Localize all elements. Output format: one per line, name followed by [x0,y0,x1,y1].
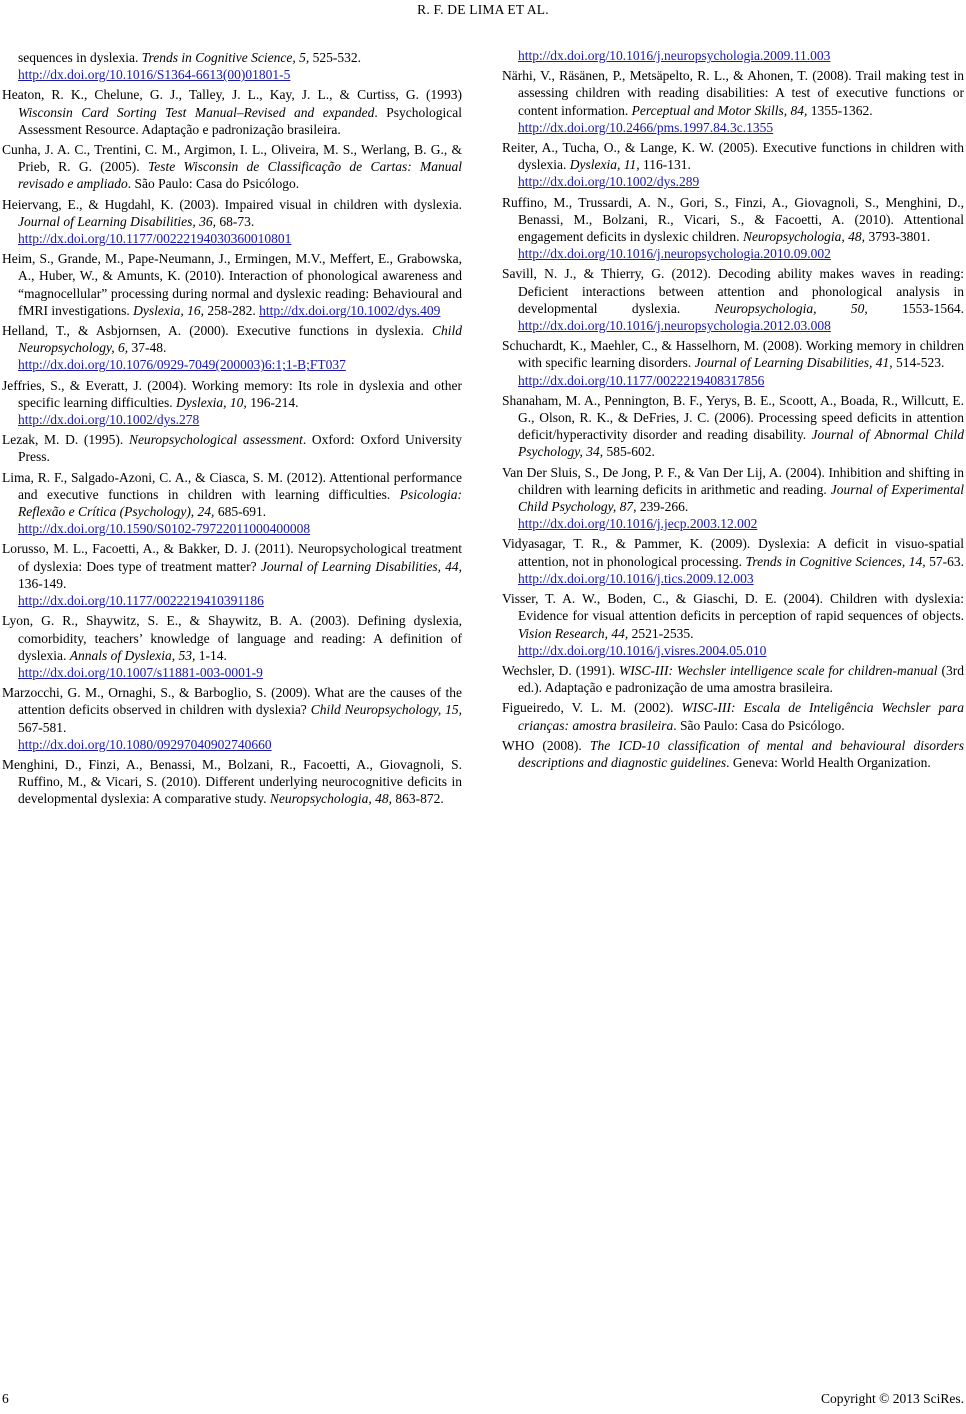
doi-link[interactable]: http://dx.doi.org/10.1080/09297040902740660 [18,736,272,752]
references-left-column [2,49,462,811]
reference-pages: . Geneva: World Health Organization. [726,754,931,770]
reference-text: Heim, S., Grande, M., Pape-Neumann, J., Ermingen, M.V., Meffert, E., Grabowska, A., Huber, W., & Amunts, K. (2010). Interaction of phonological awareness and “magnocellular” processing during normal and dyslexic reading: Behavioural and fMRI investigations. [2,251,462,318]
reference-text: Cunha, J. A. C., Trentini, C. M., Argimon, I. L., Oliveira, M. S., Werlang, B. G., & Prieb, R. G. (2005). [2,142,462,175]
reference-source-title: Dyslexia, 10, [175,394,247,410]
reference-entry [502,590,964,659]
reference-entry [2,49,462,83]
reference-text: Shanaham, M. A., Pennington, B. F., Yerys, B. E., Scoott, A., Boada, R., Willcutt, E. G., Olson, R. K., & DeFries, J. C. (2006). Processing speed deficits in attention deficit/hyperactivity disorder and reading disability. [502,392,964,443]
reference-source-title: Journal of Learning Disabilities, 41, [694,355,893,371]
reference-pages: 3793-3801. [865,229,931,245]
reference-source-title: Vision Research, 44, [518,625,629,641]
reference-pages: 239-266. [636,499,689,515]
doi-link[interactable]: http://dx.doi.org/10.1016/j.neuropsychologia.2009.11.003 [518,48,831,63]
reference-text: Van Der Sluis, S., De Jong, P. F., & Van Der Lij, A. (2004). Inhibition and shifting in children with learning deficits in arithmetic and reading. [502,464,964,497]
reference-entry [502,392,964,461]
reference-entry [502,737,964,771]
reference-text: Reiter, A., Tucha, O., & Lange, K. W. (2005). Executive functions in children with dyslexia. [502,140,964,173]
reference-entry [502,139,964,191]
reference-pages: 1355-1362. [807,102,873,118]
reference-entry [2,612,462,681]
reference-pages: 116-131. [639,157,691,173]
reference-pages: 136-149. [18,575,67,591]
reference-pages: 567-581. [18,719,67,735]
doi-link[interactable]: http://dx.doi.org/10.1002/dys.289 [518,174,700,190]
reference-source-title: Dyslexia, 11, [569,157,640,173]
reference-pages: . São Paulo: Casa do Psicólogo. [127,176,300,192]
reference-source-title: Journal of Learning Disabilities, 44, [260,558,462,574]
doi-link[interactable]: http://dx.doi.org/10.1177/00222194030360010801 [18,231,292,247]
reference-source-title: Dyslexia, 16, [133,302,204,318]
reference-text: Heiervang, E., & Hugdahl, K. (2003). Impaired visual in children with dyslexia. [2,196,462,212]
reference-source-title: WISC-III: Wechsler intelligence scale for children-manual [619,662,938,678]
reference-source-title: Neuropsychological assessment [128,432,303,448]
reference-source-title: Journal of Learning Disabilities, 36, [18,213,217,229]
reference-pages: 585-602. [603,444,655,460]
reference-pages: 57-63. [925,553,964,569]
doi-link[interactable]: http://dx.doi.org/10.1002/dys.278 [18,412,200,428]
reference-pages: . Psychological Assessment Resource. Adaptação e padronização brasileira. [18,104,462,137]
reference-entry [2,377,462,429]
reference-source-title: Trends in Cognitive Science, 5, [141,50,310,65]
doi-link[interactable]: http://dx.doi.org/10.1016/j.neuropsychologia.2010.09.002 [518,246,831,262]
reference-pages: . Oxford: Oxford University Press. [18,432,462,465]
reference-entry [2,540,462,609]
doi-link[interactable]: http://dx.doi.org/10.1177/0022219408317856 [518,372,765,388]
reference-text: Figueiredo, V. L. M. (2002). [502,700,682,716]
reference-source-title: Neuropsychologia, 48, [269,791,392,807]
page-number: 6 [2,1391,9,1406]
reference-entry [502,265,964,334]
reference-source-title: Neuropsychologia, 48, [742,229,866,245]
reference-entry [2,141,462,193]
reference-pages: . São Paulo: Casa do Psicólogo. [673,717,845,733]
copyright-notice: Copyright © 2013 SciRes. [820,1391,964,1406]
reference-entry [502,535,964,587]
reference-source-title: Neuropsychologia, 50, [714,300,868,316]
reference-text: Lyon, G. R., Shaywitz, S. E., & Shaywitz, B. A. (2003). Defining dyslexia, comorbidity, teachers’ knowledge of language and reading: A definition of dyslexia. [2,613,462,663]
reference-source-title: Psicologia: Reflexão e Crítica (Psychology), 24, [18,486,462,520]
reference-pages: 68-73. [216,213,255,229]
reference-source-title: Journal of Abnormal Child Psychology, 34, [518,427,964,460]
reference-pages: 258-282. [203,302,260,318]
reference-text: Schuchardt, K., Maehler, C., & Hasselhorn, M. (2008). Working memory in children with specific learning disorders. [502,338,964,371]
reference-source-title: Child Neuropsychology, 6, [18,323,462,356]
reference-pages: 1-14. [195,647,227,663]
reference-text: Heaton, R. K., Chelune, G. J., Talley, J. L., Kay, J. L., & Curtiss, G. (1993) [2,87,462,103]
reference-source-title: Teste Wisconsin de Classificação de Cartas: Manual revisado e ampliado [18,159,462,192]
reference-entry [2,86,462,138]
doi-link[interactable]: http://dx.doi.org/10.1590/S0102-79722011000400008 [18,521,311,537]
doi-link[interactable]: http://dx.doi.org/10.2466/pms.1997.84.3c.1355 [518,119,774,135]
reference-entry [2,431,462,465]
reference-source-title: The ICD-10 classification of mental and behavioural disorders descriptions and diagnostic guidelines [518,737,965,770]
doi-link[interactable]: http://dx.doi.org/10.1016/S1364-6613(00)01801-5 [18,67,291,83]
reference-text: Lorusso, M. L., Facoetti, A., & Bakker, D. J. (2011). Neuropsychological treatment of dyslexia: Does type of treatment matter? [2,541,462,574]
doi-link[interactable]: http://dx.doi.org/10.1007/s11881-003-0001-9 [18,664,263,680]
doi-link[interactable]: http://dx.doi.org/10.1076/0929-7049(200003)6:1;1-B;FT037 [18,357,346,373]
reference-pages: 514-523. [892,355,945,371]
reference-text: Vidyasagar, T. R., & Pammer, K. (2009). Dyslexia: A deficit in visuo-spatial attention, not in phonological processing. [502,536,964,569]
reference-entry [502,67,964,136]
reference-pages: 525-532. [309,50,361,65]
reference-text: Marzocchi, G. M., Ornaghi, S., & Barboglio, S. (2009). What are the causes of the attention deficits observed in children with dyslexia? [2,685,462,718]
reference-entry [502,464,964,533]
reference-text: Jeffries, S., & Everatt, J. (2004). Working memory: Its role in dyslexia and other specific learning difficulties. [2,377,462,410]
reference-text: sequences in dyslexia. [18,50,142,65]
reference-pages: 196-214. [246,394,299,410]
reference-pages: 685-691. [214,504,267,520]
reference-text: Visser, T. A. W., Boden, C., & Giaschi, D. E. (2004). Children with dyslexia: Evidence for visual attention deficits in perception of rapid sequences of objects. [502,591,964,624]
running-head: R. F. DE LIMA ET AL. [417,2,549,17]
reference-source-title: Perceptual and Motor Skills, 84, [631,102,808,118]
reference-text: Lezak, M. D. (1995). [2,432,129,448]
doi-link[interactable]: http://dx.doi.org/10.1002/dys.409 [259,302,441,318]
reference-entry [502,662,964,696]
reference-source-title: Child Neuropsychology, 15, [310,702,462,718]
reference-text: Helland, T., & Asbjornsen, A. (2000). Executive functions in dyslexia. [2,323,432,339]
reference-entry [2,756,462,808]
doi-link[interactable]: http://dx.doi.org/10.1016/j.neuropsychologia.2012.03.008 [518,318,831,334]
reference-pages: 2521-2535. [628,625,694,641]
reference-pages: 37-48. [128,340,167,356]
reference-text: WHO (2008). [502,737,590,753]
reference-entry [2,684,462,753]
reference-entry [2,250,462,319]
reference-source-title: Trends in Cognitive Sciences, 14, [745,553,926,569]
doi-link[interactable]: http://dx.doi.org/10.1016/j.jecp.2003.12.002 [518,516,758,532]
references-right-column [502,47,964,774]
reference-source-title: WISC-III: Escala de Inteligência Wechsler para crianças: amostra brasileira [518,700,964,733]
reference-text: Wechsler, D. (1991). [502,662,619,678]
reference-source-title: Annals of Dyslexia, 53, [69,647,196,663]
reference-pages: 1553-1564. [867,300,964,316]
reference-source-title: Journal of Experimental Child Psychology, 87, [518,481,964,515]
doi-link[interactable]: http://dx.doi.org/10.1016/j.visres.2004.05.010 [518,642,767,658]
reference-entry [502,47,964,64]
reference-entry [502,194,964,263]
reference-pages: (3rd ed.). Adaptação e padronização de uma amostra brasileira. [518,662,964,696]
reference-entry [502,337,964,389]
reference-text: Lima, R. F., Salgado-Azoni, C. A., & Ciasca, S. M. (2012). Attentional performance and executive functions in children with learning difficulties. [2,469,462,502]
reference-text: Savill, N. J., & Thierry, G. (2012). Decoding ability makes waves in reading: Deficient interactions between attention and phonological analysis in developmental dyslexia. [502,266,964,316]
reference-entry [2,322,462,374]
reference-text: Närhi, V., Räsänen, P., Metsäpelto, R. L., & Ahonen, T. (2008). Trail making test in assessing children with reading disabilities: A test of executive functions or content information. [502,68,964,118]
reference-text: Ruffino, M., Trussardi, A. N., Gori, S., Finzi, A., Giovagnoli, S., Menghini, D., Benassi, M., Bolzani, R., Vicari, S., & Facoetti, A. (2010). Attentional engagement deficits in dyslexic children. [502,194,964,245]
doi-link[interactable]: http://dx.doi.org/10.1177/0022219410391186 [18,593,264,609]
reference-entry [2,469,462,538]
reference-pages: 863-872. [391,791,444,807]
reference-entry [502,699,964,733]
reference-text: Menghini, D., Finzi, A., Benassi, M., Bolzani, R., Facoetti, A., Giovagnoli, S. Ruffino, M., & Vicari, S. (2010). Different underlying neurocognitive deficits in developmental dyslexia: A comparative study. [2,756,462,807]
reference-source-title: Wisconsin Card Sorting Test Manual–Revised and expanded [18,104,375,120]
doi-link[interactable]: http://dx.doi.org/10.1016/j.tics.2009.12.003 [518,570,754,586]
reference-entry [2,196,462,248]
